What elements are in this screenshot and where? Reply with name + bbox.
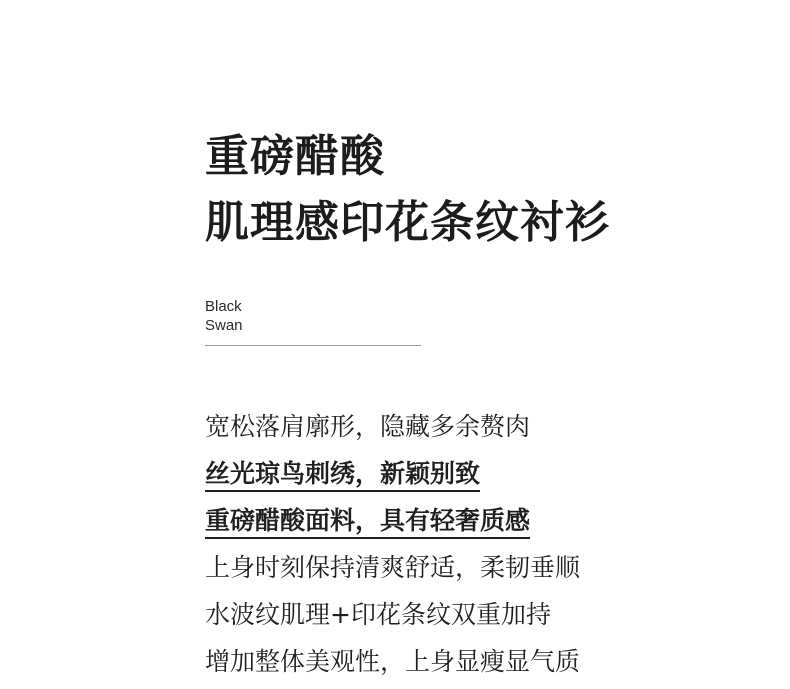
feature-item <box>205 638 580 685</box>
brand-name <box>205 297 243 335</box>
feature-text: 上身时刻保持清爽舒适，柔韧垂顺 <box>205 553 581 582</box>
brand-name-line-1: Black <box>205 298 242 315</box>
product-title <box>205 124 610 256</box>
product-title-line-2: 肌理感印花条纹衬衫 <box>205 197 610 248</box>
feature-text: 水波纹肌理+印花条纹双重加持 <box>205 600 551 629</box>
feature-list <box>205 403 580 685</box>
feature-item <box>205 403 580 450</box>
feature-item-highlighted <box>205 450 580 497</box>
feature-text: 宽松落肩廓形，隐藏多余赘肉 <box>205 412 531 441</box>
feature-item <box>205 544 580 591</box>
feature-text: 重磅醋酸面料，具有轻奢质感 <box>205 506 530 539</box>
feature-text: 丝光琼鸟刺绣，新颖别致 <box>205 459 480 492</box>
title-divider <box>205 345 421 346</box>
feature-item-highlighted <box>205 497 580 544</box>
brand-name-line-2: Swan <box>205 317 243 334</box>
feature-item <box>205 591 580 638</box>
product-title-line-1: 重磅醋酸 <box>205 131 385 182</box>
feature-text: 增加整体美观性，上身显瘦显气质 <box>205 647 581 676</box>
